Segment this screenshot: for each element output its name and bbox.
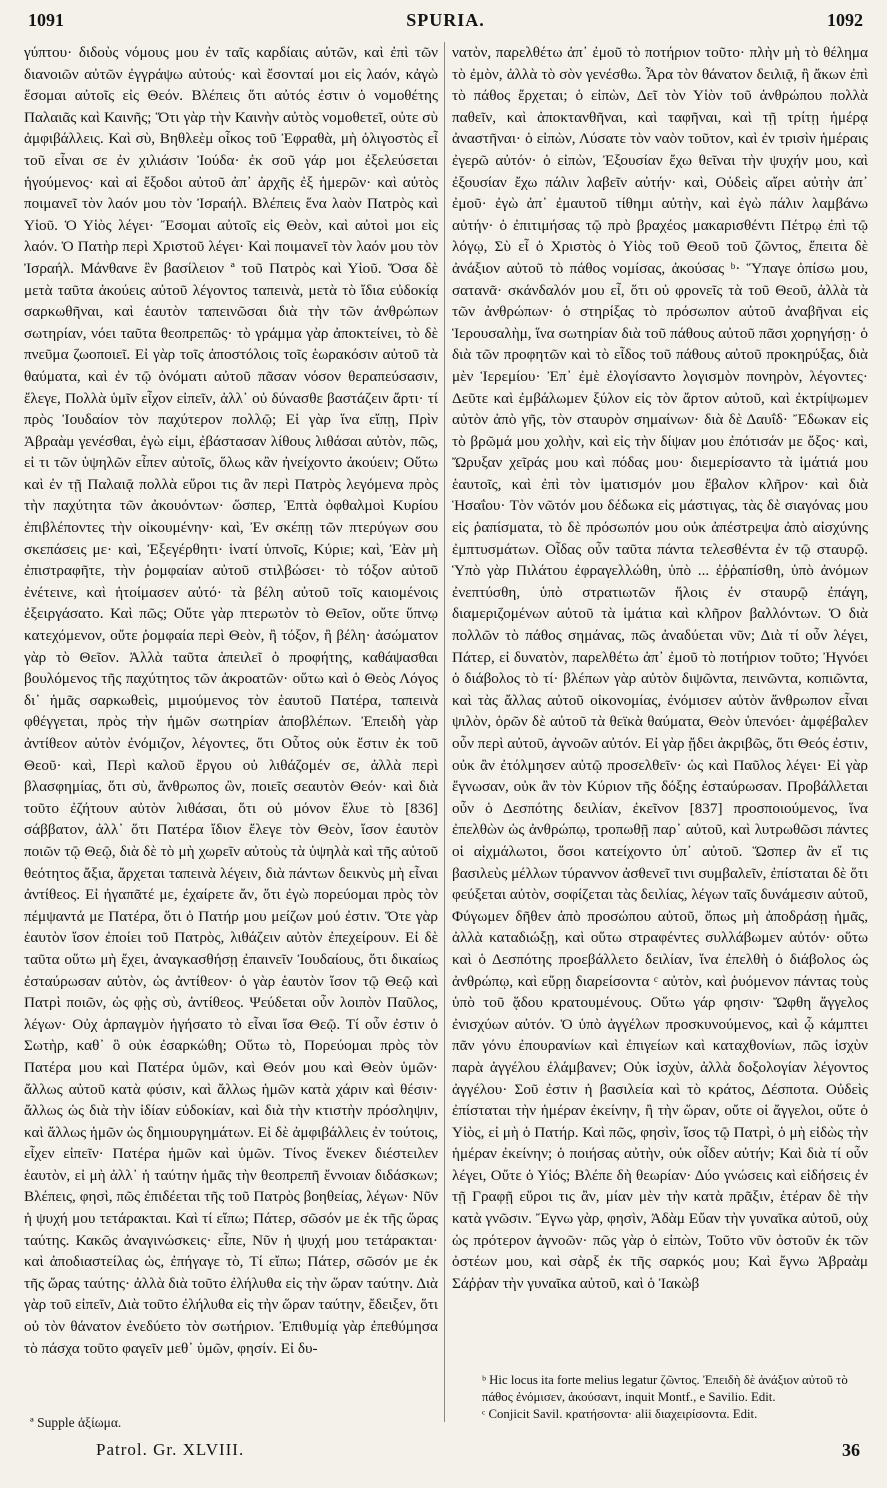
text-column-right xyxy=(452,42,868,1382)
column-text-left: γύπτου· διδοὺς νόμους μου ἐν ταῖς καρδίαις αὐτῶν, καὶ ἐπὶ τῶν διανοιῶν αὐτῶν ἐγγράψω αὐτούς· καὶ ἔσονταί μοι εἰς λαόν, κἀγὼ ἔσομαι αὐτοῖς εἰς Θεόν. Βλέπεις ὅτι αὐτός ἐστιν ὁ νομοθέτης Παλαιᾶς καὶ Καινῆς; Ὅτι γὰρ τὴν Καινὴν αὐτὸς νομοθετεῖ, οὐτε σὺ ἀμφιβάλλεις. Καὶ σὺ, Βηθλεὲμ οἶκος τοῦ Ἐφραθὰ, μὴ ὀλιγοστὸς εἶ τοῦ εἶναι σε ἐν χιλιάσιν Ἰούδα· ἐκ σοῦ γάρ μοι ἐξελεύσεται ἡγούμενος· καὶ αἱ ἔξοδοι αὐτοῦ ἀπ᾽ ἀρχῆς ἐξ ἡμερῶν· καὶ αὐτὸς ποιμανεῖ τὸν λαόν μου τὸν Ἰσραήλ. Βλέπεις ἕνα λαὸν Πατρὸς καὶ Υἱοῦ. Ὁ Υἱὸς λέγει· Ἔσομαι αὐτοῖς εἰς Θεὸν, καὶ αὐτοὶ μοι εἰς λαόν. Ὁ Πατὴρ περὶ Χριστοῦ λέγει· Καὶ ποιμανεῖ τὸν λαόν μου τὸν Ἰσραήλ. Μάνθανε ἓν βασίλειον ª τοῦ Πατρὸς καὶ Υἱοῦ. Ὅσα δὲ μετὰ ταῦτα ἀκούεις αὐτοῦ λέγοντος ταπεινὰ, μετὰ τὸ ἴδια εὐδοκίᾳ σαρκωθῆναι, καὶ ἑαυτὸν ταπεινῶσαι διὰ τὴν τῶν ἀνθρώπων σωτηρίαν, νόει ταῦτα θεοπρεπῶς· τὸ γράμμα γὰρ ἀποκτείνει, τὸ δὲ πνεῦμα ζωοποιεῖ. Εἰ γὰρ τοῖς ἀποστόλοις τοῖς ἑωρακόσιν αὐτοῦ τὰ θαύματα, καὶ ἐν τῷ ὀνόματι αὐτοῦ πᾶσαν νόσον θεραπεύσασιν, ἔλεγε, Πολλὰ ὑμῖν εἶχον εἰπεῖν, ἀλλ᾽ οὐ δύνασθε βαστάζειν ἄρτι· τί πρὸς Ἰουδαίον τὸν παχύτερον πολλῷ; Εἰ γὰρ ἵνα εἴπῃ, Πρὶν Ἀβραὰμ γενέσθαι, ἐγὼ εἰμι, ἐβάστασαν λίθους λιθάσαι αὐτὸν, πῶς, εἰ τι τῶν ὑψηλῶν εἶπεν αὐτοῖς, ὅλως κἂν ἠνείχοντο ἀκούειν; Οὕτω καὶ ἐν τῇ Παλαιᾷ πολλὰ εὕροι τις ἂν περὶ Πατρὸς λεγόμενα πρὸς τὴν παχύτητα τῶν ἀκουόντων· ὥσπερ, Ἑπτὰ ὀφθαλμοὶ Κυρίου ἐπιβλέποντες τὴν οἰκουμένην· καὶ, Ἐν σκέπῃ τῶν πτερύγων σου σκεπάσεις με· καὶ, Ἐξεγέρθητι· ἱνατί ὑπνοῖς, Κύριε; καὶ, Ἐὰν μὴ ἐπιστραφῆτε, τὴν ῥομφαίαν αὐτοῦ στιλβώσει· τὸ τόξον αὐτοῦ ἐνέτεινε, καὶ ἡτοίμασεν αὐτό· τὰ βέλη αὐτοῦ τοῖς καιομένοις ἐξειργάσατο. Καὶ πῶς; Οὔτε γὰρ πτερωτὸν τὸ Θεῖον, οὔτε ὕπνῳ κατεχόμενον, οὔτε ῥομφαία περὶ Θεὸν, ἢ τόξον, ἢ βέλη· ἀσώματον γὰρ τὸ Θεῖον. Ἀλλὰ ταῦτα ἀπειλεῖ ὁ προφήτης, καθάψασθαι βουλόμενος τῆς παχύτητος τῶν ἀκροατῶν· οὕτω καὶ ὁ Θεὸς Λόγος δι᾽ ἡμᾶς σαρκωθεὶς, μιμούμενος τὸν ἑαυτοῦ Πατέρα, ταπεινὰ φθέγγεται, πρὸς τὴν ἡμῶν σωτηρίαν ἀποβλέπων. Ἐπειδὴ γὰρ ἀντίθεον αὐτὸν ἐνόμιζον, λέγοντες, ὅτι Οὗτος οὐκ ἔστιν ἐκ τοῦ Θεοῦ· καὶ, Περὶ καλοῦ ἔργου οὐ λιθάζομέν σε, ἀλλὰ περὶ βλασφημίας, ὅτι σὺ, ἄνθρωπος ὢν, ποιεῖς σεαυτὸν Θεόν· καὶ διὰ τοῦτο ἐζήτουν αὐτὸν λιθάσαι, ὅτι οὐ μόνον ἔλυε τὸ [836] σάββατον, ἀλλ᾽ ὅτι Πατέρα ἴδιον ἔλεγε τὸν Θεὸν, ἴσον ἑαυτὸν ποιῶν τῷ Θεῷ, διὰ δὲ τὸ μὴ χωρεῖν αὐτοὺς τὰ ὑψηλὰ καὶ τῆς αὐτοῦ θεότητος ἄξια, ἄρχεται ταπεινὰ λέγειν, διὰ πάντων δεικνὺς μὴ εἶναι ἀντίθεος. Εἰ ἠγαπᾶτέ με, ἐχαίρετε ἄν, ὅτι ἐγὼ πορεύομαι πρὸς τὸν πέμψαντά με Πατέρα, ὅτι ὁ Πατήρ μου μείζων μού ἐστιν. Ὅτε γὰρ ἑαυτὸν ἴσον ἐποίει τοῦ Πατρὸς, λιθάζειν αὐτὸν ἐπεχείρουν. Εἰ δὲ ταῦτα οὕτω μὴ ἔχει, ἀναγκασθήσῃ ἐπαινεῖν Ἰουδαίους, ὅτι δικαίως ἐσταύρωσαν αὐτὸν, ὡς ἀντίθεον· ὁ γὰρ ἑαυτὸν ἴσον τῷ Θεῷ καὶ Πατρὶ ποιῶν, ὡς φῂς σὺ, ἀντίθεος. Ψεύδεται οὖν λοιπὸν Παῦλος, λέγων· Οὐχ ἁρπαγμὸν ἡγήσατο τὸ εἶναι ἴσα Θεῷ. Τί οὖν ἐστιν ὁ Σωτὴρ, καθ᾽ ὃ οὐκ ἐσαρκώθη; Οὕτω τὸ, Πορεύομαι πρὸς τὸν Πατέρα μου καὶ Πατέρα ὑμῶν, καὶ Θεόν μου καὶ Θεὸν ὑμῶν· ἄλλως αὐτοῦ κατὰ φύσιν, καὶ ἄλλως ἡμῶν κατὰ χάριν καὶ θέσιν· ἄλλως ὡς διὰ τὴν ἰδίαν εὐδοκίαν, καὶ διὰ τὴν κτιστὴν πρόσληψιν, καὶ ἄλλως ἡμῶν ὡς δημιουργημάτων. Εἰ δὲ ἀμφιβάλλεις ἐν τούτοις, εἶχεν εἰπεῖν· Πατέρα ἡμῶν καὶ ὑμῶν. Τίνος ἕνεκεν διέστειλεν ἑαυτὸν, εἰ μὴ ἀλλ᾽ ἡ ταύτην ἡμᾶς τὴν θεοπρεπῆ ἔννοιαν διδάσκων; Βλέπεις, φησὶ, πῶς ἐπιδέεται τῆς τοῦ Πατρὸς βοηθείας, λέγων· Νῦν ἡ ψυχή μου τετάρακται. Καὶ τί εἴπω; Πάτερ, σῶσόν με ἐκ τῆς ὥρας ταύτης. Κακῶς ἀναγινώσκεις· εἶπε, Νῦν ἡ ψυχή μου τετάρακται· καὶ ἀποδιαστείλας ὡς, ἐπήγαγε τὸ, Τί εἴπω; Πάτερ, σῶσόν με ἐκ τῆς ὥρας ταύτης· ἀλλὰ διὰ τοῦτο ἐλήλυθα εἰς τὴν ὥραν ταύτην. Διὰ γὰρ τοῦ εἰπεῖν, Διὰ τοῦτο ἐλήλυθα εἰς τὴν ὥραν ταύτην, ἔδειξεν, ὅτι οὐ τὸν θάνατον ἐνεδύετο τὸν σωτήριον. Ἐπιθυμίᾳ γὰρ ἐπεθύμησα τὸ πάσχα τοῦτο φαγεῖν μεθ᾽ ὑμῶν, φησίν. Εἰ δυ- xyxy=(24,44,438,1357)
footnote-left: ª Supple ἀξίωμα. xyxy=(30,1415,122,1430)
page-number-left: 1091 xyxy=(28,10,64,30)
signature-number: 36 xyxy=(842,1440,860,1460)
column-divider xyxy=(444,42,445,1422)
text-column-left xyxy=(24,42,438,1414)
running-title: SPURIA. xyxy=(406,10,485,30)
footnotes-right xyxy=(482,1372,870,1423)
column-text-right: νατὸν, παρελθέτω ἀπ᾽ ἐμοῦ τὸ ποτήριον τοῦτο· πλὴν μὴ τὸ θέλημα τὸ ἐμὸν, ἀλλὰ τὸ σὸν γενέσθω. Ἆρα τὸν θάνατον δειλιᾷ, ἢ ἄκων ἐπὶ τὸ πάθος ἔρχεται; ὁ εἰπὼν, Δεῖ τὸν Υἱὸν τοῦ ἀνθρώπου πολλὰ παθεῖν, καὶ ἀποκτανθῆναι, καὶ ταφῆναι, καὶ τῇ τρίτῃ ἡμέρᾳ ἀναστῆναι· ὁ εἰπὼν, Λύσατε τὸν ναὸν τοῦτον, καὶ ἐν τρισὶν ἡμέραις ἐγερῶ αὐτόν· ὁ εἰπὼν, Ἐξουσίαν ἔχω θεῖναι τὴν ψυχήν μου, καὶ ἐξουσίαν ἔχω πάλιν λαβεῖν αὐτήν· καὶ, Οὐδεὶς αἴρει αὐτὴν ἀπ᾽ ἐμοῦ· ἐγὼ ἀπ᾽ ἐμαυτοῦ τίθημι αὐτὴν, καὶ ἐγὼ πάλιν λαμβάνω αὐτήν· ὁ ἐπιτιμήσας τῷ πρὸ βραχέος μακαρισθέντι Πέτρῳ ἐπὶ τῷ λόγῳ, Σὺ εἶ ὁ Χριστὸς ὁ Υἱὸς τοῦ Θεοῦ τοῦ ζῶντος, ἔπειτα δὲ ἀνάξιον αὐτοῦ τὸ πάθος νομίσας, ἀκούσας ᵇ· Ὕπαγε ὀπίσω μου, σατανᾶ· σκάνδαλόν μου εἶ, ὅτι οὐ φρονεῖς τὰ τοῦ Θεοῦ, ἀλλὰ τὰ τῶν ἀνθρώπων· ὁ στηρίξας τὸ πρόσωπον αὐτοῦ ἀναβῆναι εἰς Ἱερουσαλὴμ, ἵνα σωτηρίαν διὰ τοῦ πάθους αὐτοῦ πᾶσι χορηγήσῃ· ὁ διὰ τῶν προφητῶν καὶ τὸ εἶδος τοῦ πάθους αὐτοῦ προκηρύξας, διὰ μὲν Ἱερεμίου· Ἐπ᾽ ἐμὲ ἐλογίσαντο λογισμὸν πονηρὸν, λέγοντες· Δεῦτε καὶ ἐμβάλωμεν ξύλον εἰς τὸν ἄρτον αὐτοῦ, καὶ ἐκτρίψωμεν αὐτὸν ἀπὸ γῆς, τὸν σταυρὸν σημαίνων· διὰ δὲ Δαυΐδ· Ἔδωκαν εἰς τὸ βρῶμά μου χολὴν, καὶ εἰς τὴν δίψαν μου ἐπότισάν με ὄξος· καὶ, Ὤρυξαν χεῖράς μου καὶ πόδας μου· διεμερίσαντο τὰ ἱμάτιά μου ἑαυτοῖς, καὶ ἐπὶ τὸν ἱματισμόν μου ἔβαλον κλῆρον· καὶ διὰ Ἡσαΐου· Τὸν νῶτόν μου δέδωκα εἰς μάστιγας, τὰς δὲ σιαγόνας μου εἰς ῥαπίσματα, τὸ δὲ πρόσωπόν μου οὐκ ἀπέστρεψα ἀπὸ αἰσχύνης ἐμπτυσμάτων. Οἶδας οὖν ταῦτα πάντα τελεσθέντα ἐν τῷ σταυρῷ. Ὑπὸ γὰρ Πιλάτου ἐφραγελλώθη, ὑπὸ ... ἐῤῥαπίσθη, ὑπὸ ἀνόμων ἐνεπτύσθη, ὑπὸ στρατιωτῶν ἥλοις ἐν σταυρῷ ἐπάγη, διαμεριζομένων αὐτοῦ τὰ ἱμάτια καὶ κλῆρον βαλλόντων. Ὁ διὰ πολλῶν τὸ πάθος σημάνας, πῶς ἀναδύεται νῦν; Διὰ τί οὖν λέγει, Πάτερ, εἰ δυνατὸν, παρελθέτω ἀπ᾽ ἐμοῦ τὸ ποτήριον τοῦτο; Ἠγνόει ὁ διάβολος τὸ τί· βλέπων γὰρ αὐτὸν διψῶντα, πεινῶντα, κοπιῶντα, καὶ τὰς ἄλλας αὐτοῦ οἰκονομίας, ἐνόμισεν αὐτὸν ἄνθρωπον εἶναι ψιλὸν, ὁρῶν δὲ αὐτοῦ τὰ θεϊκὰ θαύματα, Θεὸν ὑπενόει· ἀμφέβαλεν οὖν περὶ αὐτοῦ, ἀγνοῶν αὐτόν. Εἰ γὰρ ᾔδει ἀκριβῶς, ὅτι Θεός ἐστιν, οὐκ ἂν ἐτόλμησεν αὐτῷ προσελθεῖν· ὡς καὶ Παῦλος λέγει· Εἰ γὰρ ἔγνωσαν, οὐκ ἂν τὸν Κύριον τῆς δόξης ἐσταύρωσαν. Προβάλλεται οὖν ὁ Δεσπότης δειλίαν, ἐκεῖνον [837] προσποιούμενος, ἵνα ἐπελθὼν ὡς ἀνθρώπῳ, τροπωθῇ παρ᾽ αὐτοῦ, καὶ λυτρωθῶσι πάντες οἱ αἰχμάλωτοι, ὅσοι κατείχοντο ὑπ᾽ αὐτοῦ. Ὥσπερ ἂν εἴ τις βασιλεὺς μέλλων τύραννον ἀσθενεῖ τινι συμβαλεῖν, ἐπίσταται δὲ ὅτι φεύξεται αὐτὸν, σοφίζεται τὰς δειλίας, λέγων ταῖς δυνάμεσιν αὐτοῦ, Φύγωμεν δῆθεν ἀπὸ προσώπου αὐτοῦ, ὅπως μὴ ἀποδράσῃ ἡμᾶς, ἀλλὰ καταδιώξῃ, καὶ οὕτω στραφέντες συλλάβωμεν αὐτόν· οὕτω καὶ ὁ Δεσπότης προεβάλλετο δειλίαν, ἵνα ἐπελθὴ ὁ διάβολος ὡς ἀνθρώπῳ, καὶ εὕρῃ διαρείσοντα ᶜ αὐτὸν, καὶ ῥυόμενον πάντας τοὺς ὑπὸ τοῦ ᾅδου κρατουμένους. Οὕτω γάρ φησιν· Ὤφθη ἄγγελος ἐνισχύων αὐτόν. Ὁ ὑπὸ ἀγγέλων προσκυνούμενος, καὶ ᾧ κάμπτει πᾶν γόνυ ἐπουρανίων καὶ ἐπιγείων καὶ καταχθονίων, πῶς ἰσχὺν παρὰ ἀγγέλου ἐλάμβανεν; Οὐκ ἰσχὺν, ἀλλὰ δοξολογίαν λέγοντος ἀγγέλου· Σοῦ ἐστιν ἡ βασιλεία καὶ τὸ κράτος, Δέσποτα. Οὐδεὶς ἐπίσταται τὴν ἡμέραν ἐκείνην, ἢ τὴν ὥραν, οὔτε οἱ ἄγγελοι, οὔτε ὁ Υἱὸς, εἰ μὴ ὁ Πατήρ. Καὶ πῶς, φησὶν, ἴσος τῷ Πατρὶ, ὁ μὴ εἰδὼς τὴν ἡμέραν ἐκείνην; ὁ ποιήσας αὐτὴν, οὐκ οἶδεν αὐτήν; Καὶ διὰ τί οὖν λέγει, Οὔτε ὁ Υἱός; Βλέπε δὴ θεωρίαν· Δύο γνώσεις καὶ εἰδήσεις ἐν τῇ Γραφῇ εὕροι τις ἂν, μίαν μὲν τὴν κατὰ πρᾶξιν, ἑτέραν δὲ τὴν κατὰ γνῶσιν. Ἔγνω γὰρ, φησὶν, Ἀδὰμ Εὔαν τὴν γυναῖκα αὐτοῦ, οὐχ ὡς πρότερον ἀγνοῶν· πῶς γὰρ ὁ εἰπὼν, Τοῦτο νῦν ὀστοῦν ἐκ τῶν ὀστέων μου, καὶ σὰρξ ἐκ τῆς σαρκός μου; Καὶ ἔγνω Ἀβραὰμ Σάῤῥαν τὴν γυναῖκα αὐτοῦ, καὶ ὁ Ἰακὼβ xyxy=(452,44,868,1292)
page-number-right: 1092 xyxy=(827,10,863,30)
volume-signature: Patrol. Gr. XLVIII. xyxy=(96,1440,245,1459)
footnote-c: ᶜ Conjicit Savil. κρατήσοντα· alii διαχειρίσοντα. Edit. xyxy=(482,1407,758,1421)
running-header xyxy=(28,6,863,32)
footnote-b: ᵇ Hic locus ita forte melius legatur ζῶντος. Ἐπειδὴ δὲ ἀνάξιον αὐτοῦ τὸ πάθος ἐνόμισεν, ἀκούσαντ, inquit Montf., e Savilio. Edit. xyxy=(482,1373,848,1404)
